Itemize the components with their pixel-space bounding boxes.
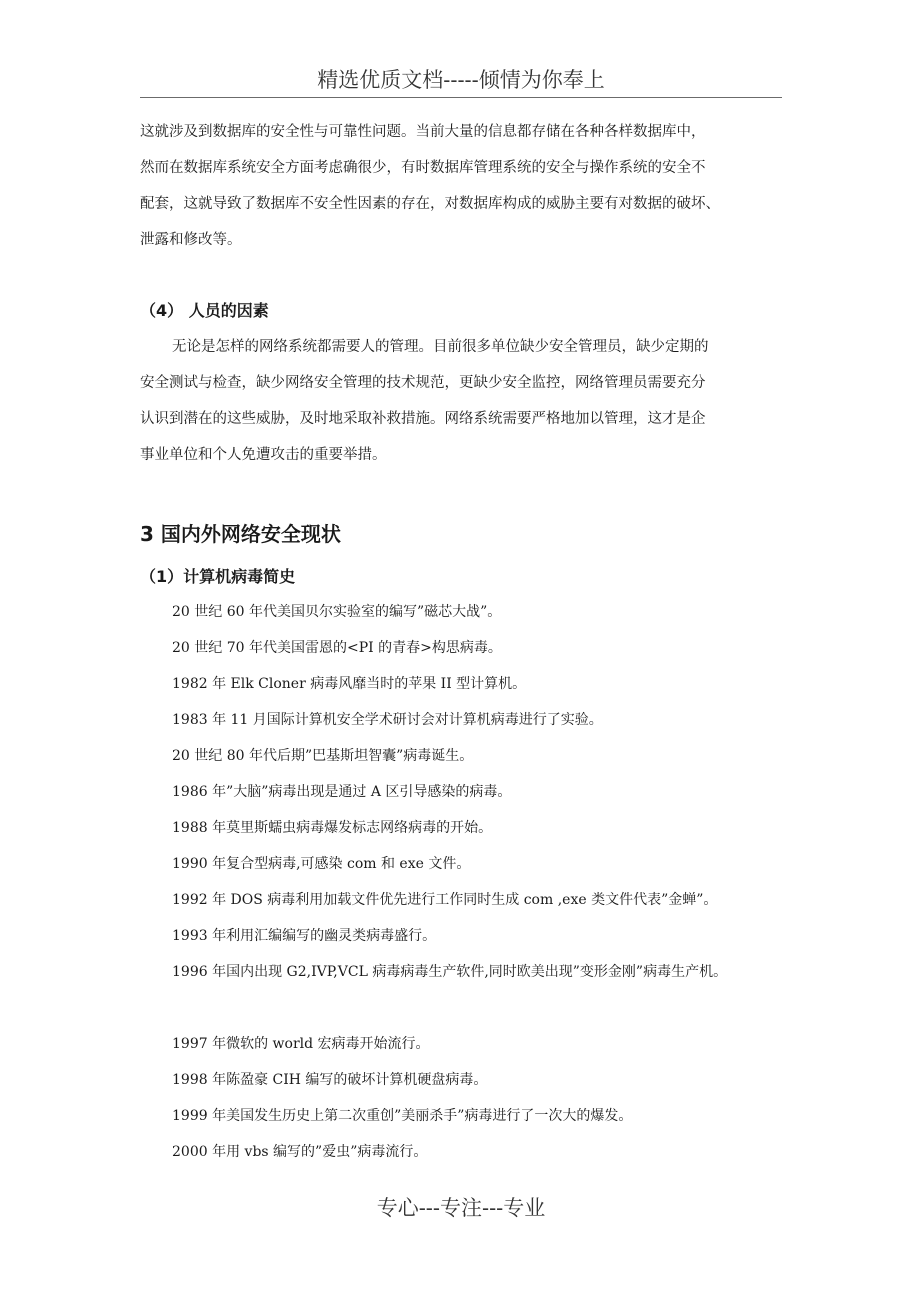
list-item: 2000 年用 vbs 编写的”爱虫”病毒流行。 — [172, 1144, 428, 1160]
paragraph-line: 事业单位和个人免遭攻击的重要举措。 — [140, 447, 387, 463]
page-header: 精选优质文档-----倾情为你奉上 — [317, 68, 605, 92]
paragraph-line: 泄露和修改等。 — [140, 232, 242, 248]
paragraph-line: 安全测试与检查，缺少网络安全管理的技术规范，更缺少安全监控，网络管理员需要充分 — [140, 375, 706, 391]
list-item: 1996 年国内出现 G2,IVP,VCL 病毒病毒生产软件,同时欧美出现”变形金刚”病毒生产机。 — [172, 964, 728, 980]
list-item: 1983 年 11 月国际计算机安全学术研讨会对计算机病毒进行了实验。 — [172, 712, 603, 728]
blank-line — [172, 990, 812, 1026]
personnel-paragraph — [140, 329, 790, 473]
list-item: 1986 年”大脑”病毒出现是通过 A 区引导感染的病毒。 — [172, 784, 512, 800]
list-item: 1990 年复合型病毒,可感染 com 和 exe 文件。 — [172, 856, 471, 872]
list-item: 1997 年微软的 world 宏病毒开始流行。 — [172, 1036, 430, 1052]
list-item: 1988 年莫里斯蠕虫病毒爆发标志网络病毒的开始。 — [172, 820, 493, 836]
list-item: 1999 年美国发生历史上第二次重创”美丽杀手”病毒进行了一次大的爆发。 — [172, 1108, 633, 1124]
paragraph-line: 配套，这就导致了数据库不安全性因素的存在，对数据库构成的威胁主要有对数据的破坏、 — [140, 196, 720, 212]
list-item: 20 世纪 80 年代后期”巴基斯坦智囊”病毒诞生。 — [172, 748, 474, 764]
header-divider — [140, 97, 782, 98]
paragraph-line: 然而在数据库系统安全方面考虑确很少，有时数据库管理系统的安全与操作系统的安全不 — [140, 160, 706, 176]
virus-history-list — [172, 594, 812, 1170]
chapter-heading: 3 国内外网络安全现状 — [140, 522, 341, 546]
list-item: 20 世纪 60 年代美国贝尔实验室的编写”磁芯大战”。 — [172, 604, 502, 620]
section-heading-virus-history: （1）计算机病毒简史 — [140, 567, 296, 586]
list-item: 1993 年利用汇编编写的幽灵类病毒盛行。 — [172, 928, 437, 944]
intro-paragraph — [140, 114, 790, 258]
paragraph-line: 认识到潜在的这些威胁，及时地采取补救措施。网络系统需要严格地加以管理，这才是企 — [140, 411, 706, 427]
page-footer: 专心---专注---专业 — [376, 1196, 546, 1220]
section-heading-personnel: （4） 人员的因素 — [140, 301, 269, 320]
list-item: 20 世纪 70 年代美国雷恩的<PI 的青春>构思病毒。 — [172, 640, 502, 656]
paragraph-line: 无论是怎样的网络系统都需要人的管理。目前很多单位缺少安全管理员，缺少定期的 — [172, 339, 709, 355]
list-item: 1998 年陈盈豪 CIH 编写的破坏计算机硬盘病毒。 — [172, 1072, 488, 1088]
paragraph-line: 这就涉及到数据库的安全性与可靠性问题。当前大量的信息都存储在各种各样数据库中， — [140, 124, 706, 140]
list-item: 1982 年 Elk Cloner 病毒风靡当时的苹果 II 型计算机。 — [172, 676, 527, 692]
list-item: 1992 年 DOS 病毒利用加载文件优先进行工作同时生成 com ,exe 类文件代表”金蝉”。 — [172, 892, 718, 908]
